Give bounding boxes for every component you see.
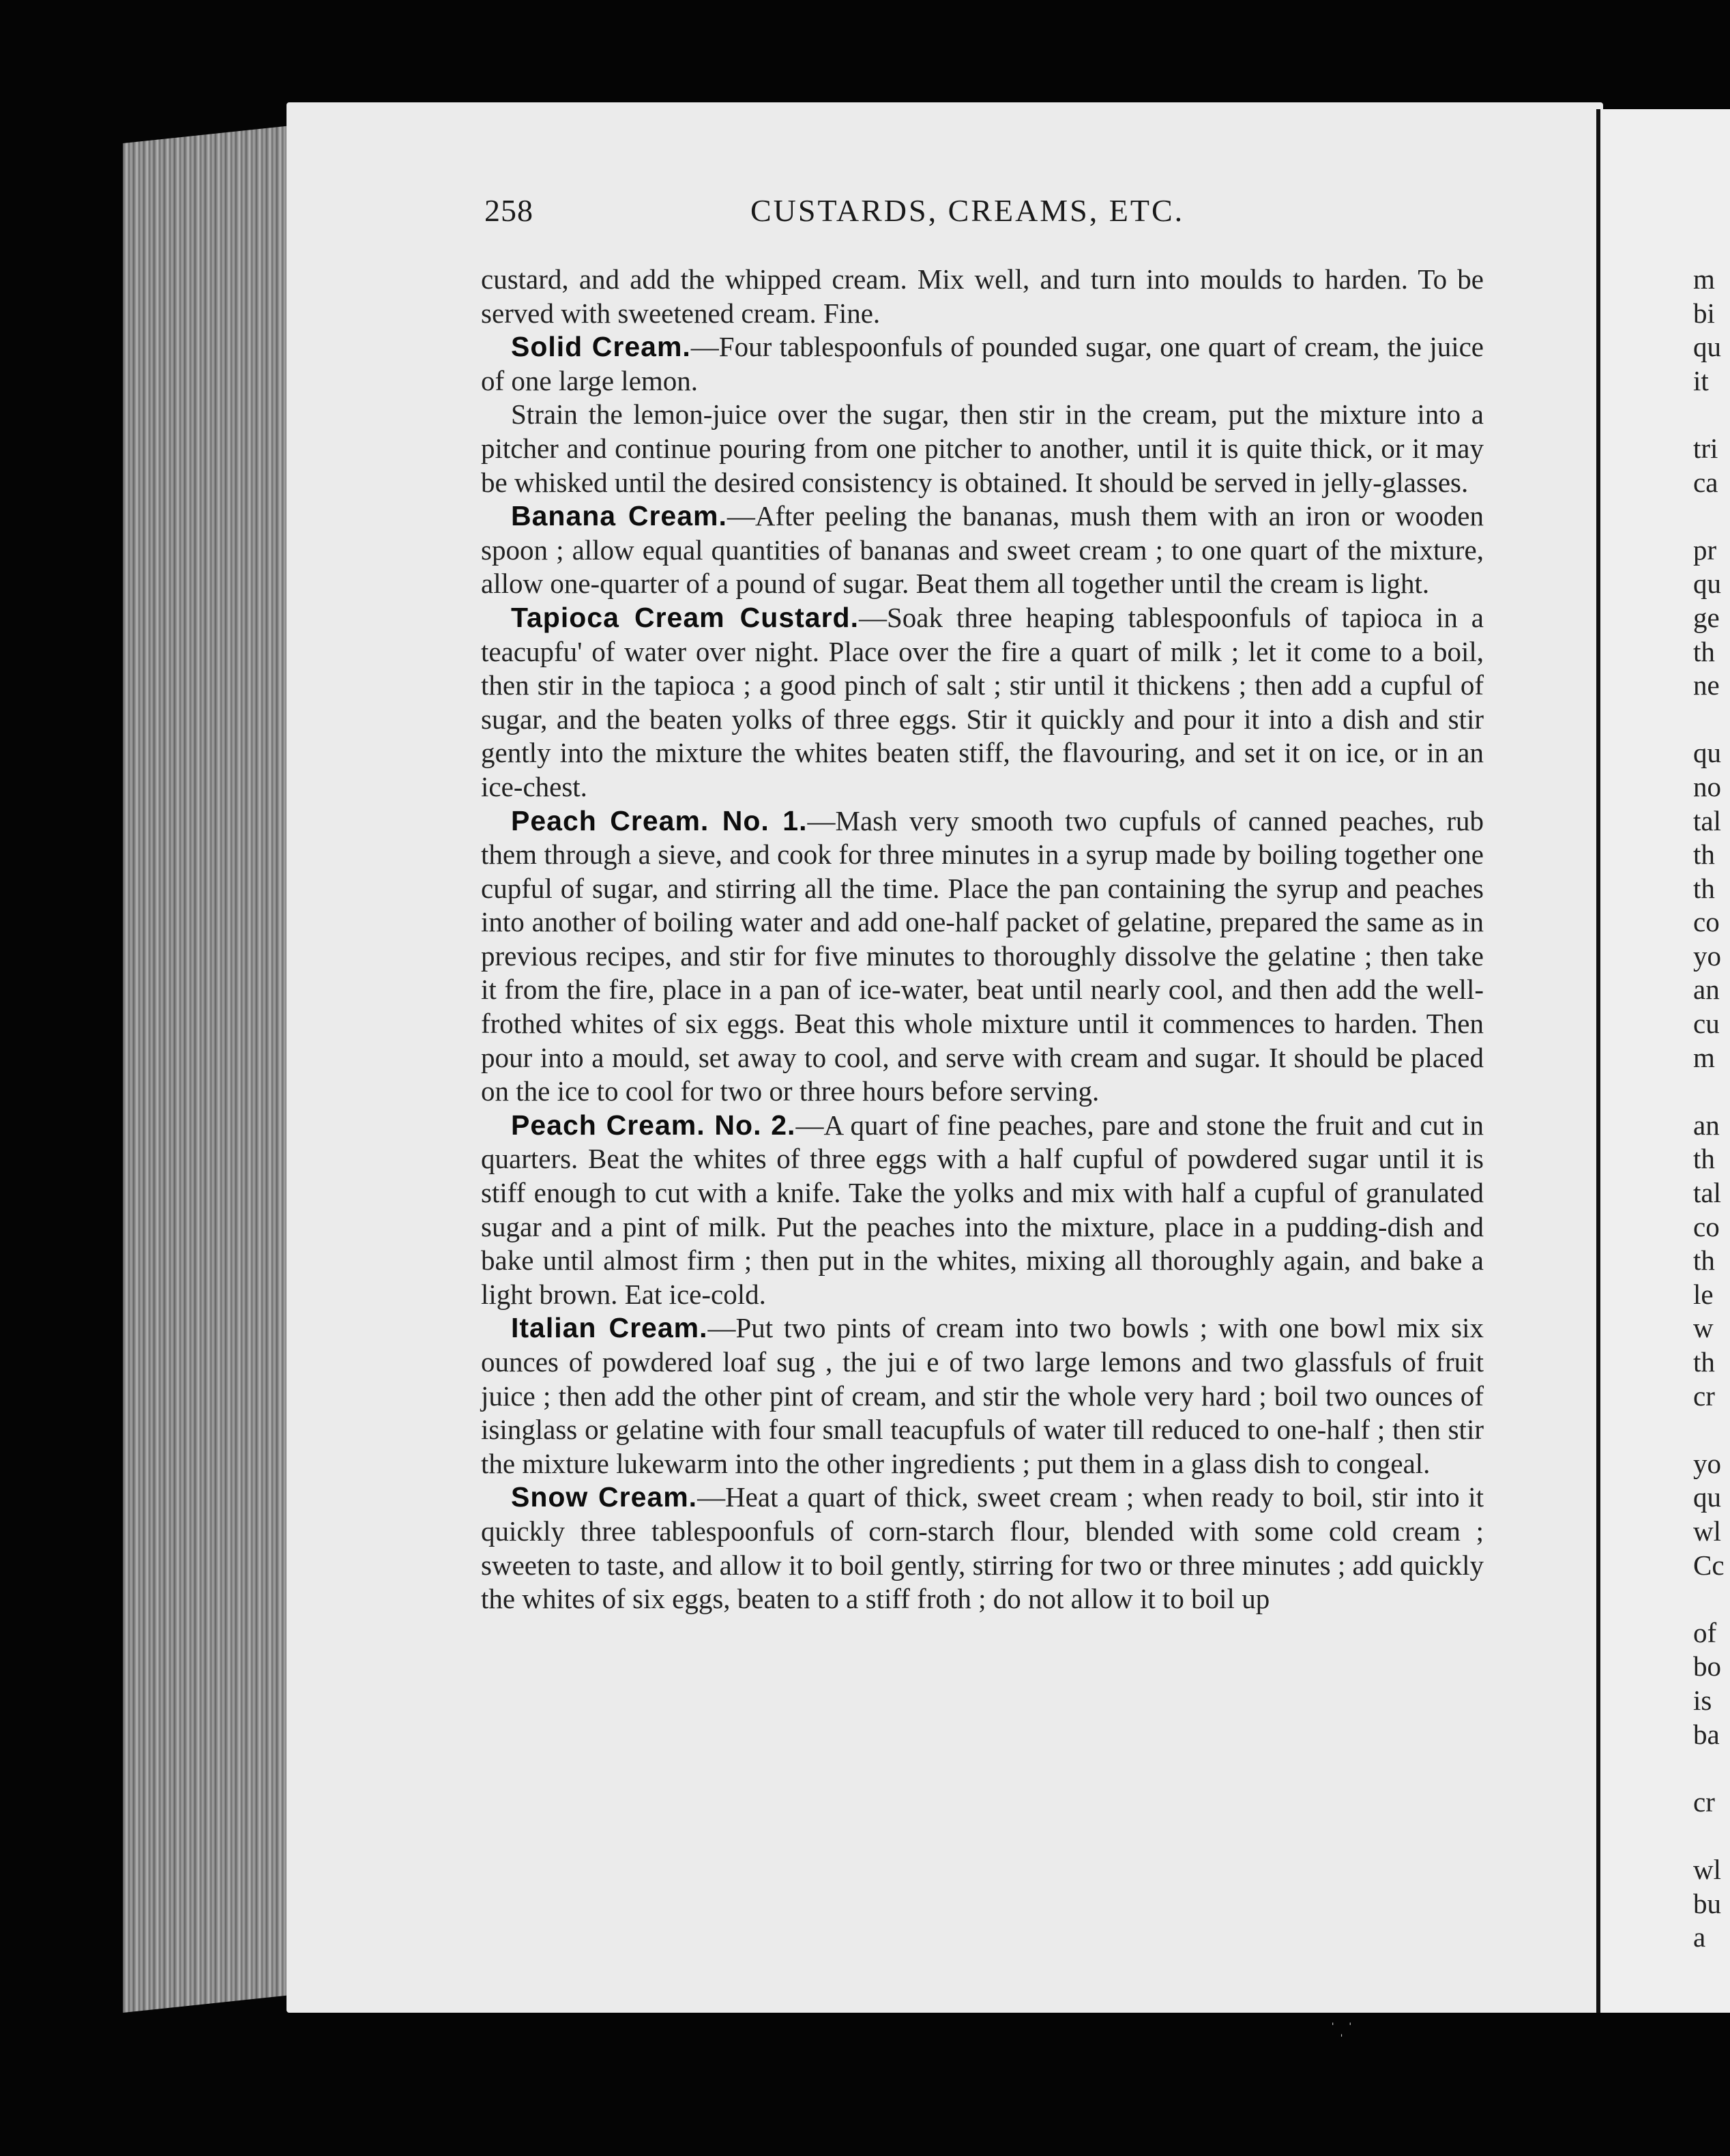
facing-fragment [1693,703,1730,737]
facing-fragment: th [1693,872,1715,904]
facing-fragment: qu [1693,1481,1721,1513]
facing-fragment: cr [1693,1380,1715,1412]
facing-fragment: qu [1693,737,1721,769]
facing-fragment: cr [1693,1786,1715,1818]
recipe-title: Peach Cream. No. 2. [511,1109,796,1141]
facing-fragment: cu [1693,1008,1720,1040]
recipe-title: Italian Cream. [511,1312,708,1344]
recipe-text: —Soak three heaping tablespoonfuls of tapioca in a teacupfu' of water over night. Place over the fire a quart of milk ; let it come to a boil, then stir in the tapioca ; a good pinch of salt ; stir until it thickens ; then add a cupful of sugar, and the beaten yolks of three eggs. Stir it quickly and pour it into a dish and stir gently into the mixture the whites beaten stiff, the flavouring, and set it on ice, or in an ice-chest. [481,601,1484,802]
facing-fragment: m [1693,1041,1715,1073]
facing-fragment: yo [1693,1447,1721,1479]
facing-fragment: ge [1693,601,1720,633]
facing-fragment: th [1693,1143,1715,1175]
facing-fragment: th [1693,839,1715,871]
recipe-peach-cream-1 [481,804,1484,1109]
recipe-title: Tapioca Cream Custard. [511,601,859,633]
facing-fragment [1693,1819,1730,1853]
facing-fragment: of [1693,1616,1717,1648]
recipe-text: —Put two pints of cream into two bowls ; with one bowl mix six ounces of powdered loaf sug , the jui e of two large lemons and two glassfuls of fruit juice ; then add the other pint of cream, and stir the whole very hard ; boil two ounces of isinglass or gelatine with four small teacupfuls of water till reduced to one-half ; then stir the mixture lukewarm into the other ingredients ; put them in a glass dish to congeal. [481,1312,1484,1479]
facing-fragment: th [1693,635,1715,667]
facing-fragment: wl [1693,1515,1721,1547]
page-number: 258 [484,193,533,228]
facing-fragment: ba [1693,1718,1720,1750]
recipe-title: Snow Cream. [511,1481,698,1513]
recipe-solid-cream-method: Strain the lemon-juice over the sugar, then stir in the cream, put the mixture into a pitcher and continue pouring from one pitcher to another, until it is quite thick, or it may be whisked until the desired consistency is obtained. It should be served in jelly-glasses. [481,398,1484,498]
recipe-italian-cream [481,1311,1484,1481]
facing-fragment: yo [1693,939,1721,972]
running-title: CUSTARDS, CREAMS, ETC. [750,193,1185,228]
recipe-banana-cream [481,499,1484,601]
recipe-title: Peach Cream. No. 1. [511,804,808,836]
facing-fragment [1693,1751,1730,1786]
facing-fragment: it [1693,364,1709,396]
recipe-text: —Four tablespoonfuls of pounded sugar, one quart of cream, the juice of one large lemon. [481,331,1484,396]
facing-fragment: m [1693,263,1715,295]
facing-fragment: bi [1693,297,1715,329]
facing-fragment [1693,499,1730,534]
facing-fragment: an [1693,1109,1720,1141]
facing-fragment: bo [1693,1650,1721,1682]
recipe-title: Banana Cream. [511,500,727,532]
recipe-text: —Heat a quart of thick, sweet cream ; when ready to boil, stir into it quickly three tablespoonfuls of corn-starch flour, blended with some cold cream ; sweeten to taste, and allow it to boil gently, stirring for two or three minutes ; add quickly the whites of six eggs, beaten to a stiff froth ; do not allow it to boil up [481,1481,1484,1615]
facing-fragment: qu [1693,568,1721,600]
recipe-snow-cream [481,1481,1484,1616]
facing-fragment [1693,398,1730,432]
scan-specks: ˈ ˌ ˈ [1330,2020,1353,2037]
facing-fragment: a [1693,1921,1706,1953]
facing-fragment: ne [1693,669,1720,701]
recipe-text: —After peeling the bananas, mush them with an iron or wooden spoon ; allow equal quantities of bananas and sweet cream ; to one quart of the mixture, allow one-quarter of a pound of sugar. Beat them all together until the cream is light. [481,500,1484,600]
facing-fragment [1693,1582,1730,1616]
recipe-solid-cream [481,330,1484,398]
facing-fragment: w [1693,1312,1714,1344]
facing-fragment: tal [1693,804,1721,836]
facing-fragment: wl [1693,1853,1721,1885]
facing-fragment: an [1693,974,1720,1006]
facing-fragment: is [1693,1684,1712,1716]
facing-fragment [1693,1413,1730,1447]
facing-fragment: ca [1693,466,1718,498]
page-body [481,263,1484,1616]
recipe-title: Solid Cream. [511,331,691,363]
facing-fragment: tal [1693,1177,1721,1209]
facing-fragment: co [1693,906,1720,938]
facing-fragment: bu [1693,1887,1721,1919]
recipe-text: —Mash very smooth two cupfuls of canned peaches, rub them through a sieve, and cook for three minutes in a syrup made by boiling together one cupful of sugar, and stirring all the time. Place the pan containing the syrup and peaches into another of boiling water and add one-half packet of gelatine, prepared the same as in previous recipes, and stir for five minutes to thoroughly dissolve the gelatine ; then take it from the fire, place in a pan of ice-water, beat until nearly cool, and then add the well-frothed whites of six eggs. Beat this whole mixture until it commences to harden. Then pour into a mould, set away to cool, and serve with cream and sugar. It should be placed on the ice to cool for two or three hours before serving. [481,804,1484,1107]
facing-fragment: tri [1693,432,1718,464]
facing-fragment: th [1693,1346,1715,1378]
facing-fragment: le [1693,1278,1714,1310]
facing-fragment: Cc [1693,1549,1725,1581]
recipe-text: —A quart of fine peaches, pare and stone the fruit and cut in quarters. Beat the whites of three eggs with a half cupful of powdered sugar until it is stiff enough to cut with a knife. Take the yolks and mix with half a cupful of granulated sugar and a pint of milk. Put the peaches into the mixture, place in a pudding-dish and bake until almost firm ; then put in the whites, mixing all thoroughly again, and bake a light brown. Eat ice-cold. [481,1109,1484,1310]
facing-fragment: co [1693,1210,1720,1242]
intro-paragraph: custard, and add the whipped cream. Mix well, and turn into moulds to harden. To be served with sweetened cream. Fine. [481,263,1484,329]
facing-fragment: pr [1693,534,1717,566]
recipe-tapioca-cream-custard [481,601,1484,804]
recipe-peach-cream-2 [481,1109,1484,1312]
facing-fragment: no [1693,770,1721,802]
facing-fragment: th [1693,1244,1715,1277]
facing-fragment: qu [1693,331,1721,363]
facing-page-text-fragments [1693,263,1730,1955]
facing-fragment [1693,1075,1730,1109]
